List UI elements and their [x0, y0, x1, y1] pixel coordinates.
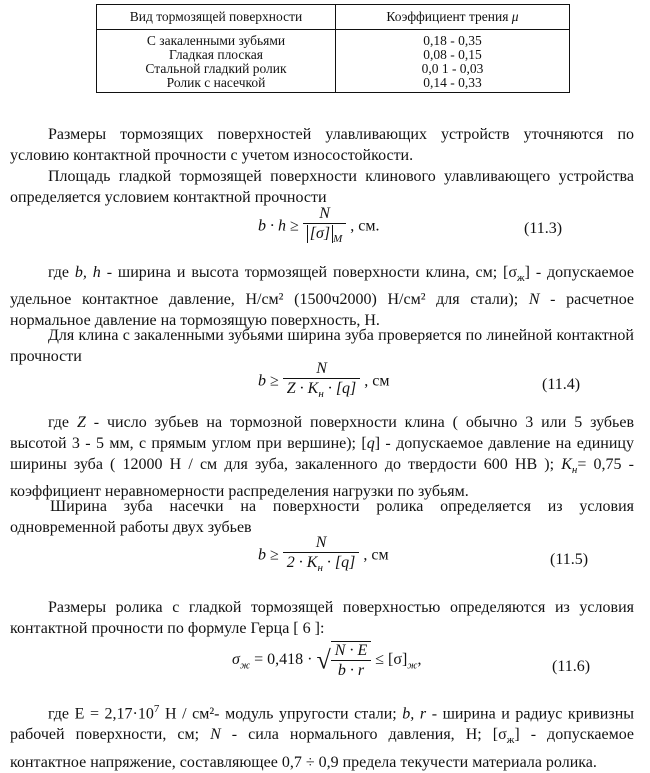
paragraph-1: Размеры тормозящих поверхностей улавливающих устройств уточняются по условию контактной прочности с учетом износостойкости. [10, 126, 634, 164]
paragraph-5: где Z - число зубьев на тормозной поверхности клина ( обычно 3 или 5 зубьев высотой 3 - 5 мм, с прямым углом при вершине); [q] - допускаемое давление на единицу ширины зуба ( 12000 Н / см для зуба, закаленного до твердости 600 НВ ); $K_н= 0,75$ - коэффициент неравномерности распределения нагрузки по зубьям. [10, 414, 634, 501]
table-cell-surface: Ролик с насечкой [97, 76, 336, 93]
friction-coefficient-table [96, 4, 570, 93]
symbol-q: q [366, 435, 375, 452]
eq4-denominator: b · r [331, 660, 371, 680]
table-row [97, 48, 570, 62]
table-header-row [97, 5, 570, 30]
paragraph-4: Для клина с закаленными зубьями ширина зуба проверяется по линейной контактной прочности [10, 327, 634, 365]
table-cell-surface: Гладкая плоская [97, 48, 336, 62]
eq4-fraction [331, 642, 371, 680]
table-row [97, 62, 570, 76]
equation-number-11-4: (11.4) [542, 376, 581, 393]
eq1-lhs: b · h ≥ [258, 217, 299, 235]
table-cell-value: 0,14 - 0,33 [336, 76, 570, 93]
table-header-coefficient: Коэффициент трения μ [336, 5, 570, 30]
symbol-N: N [528, 291, 540, 309]
equation-number-11-6: (11.6) [552, 658, 591, 675]
symbol-N: N [210, 726, 221, 744]
symbol-K: K [561, 456, 572, 473]
eq3-tail: , см [363, 546, 389, 564]
paragraph-7: Размеры ролика с гладкой тормозящей поверхностью определяются из условия контактной прочности по формуле Герца [ 6 ]: [10, 599, 634, 637]
symbol-bh: b, h [74, 264, 101, 281]
eq1-sigma: [σ] [309, 225, 331, 242]
eq3-fraction [283, 534, 360, 577]
equation-11-3 [258, 205, 380, 248]
eq1-numerator: N [319, 205, 330, 222]
equation-number-11-3: (11.3) [524, 220, 563, 237]
mu-symbol: μ [511, 9, 519, 24]
paragraph-6: Ширина зуба насечки на поверхности ролика определяется из условия одновременной работы двух зубьев [10, 498, 634, 536]
table-cell-surface: Стальной гладкий ролик [97, 62, 336, 76]
table-header-surface: Вид тормозящей поверхности [97, 5, 336, 30]
equation-number-11-5: (11.5) [550, 551, 589, 568]
equation-11-4 [258, 360, 390, 403]
eq4-numerator: N · E [334, 642, 368, 659]
eq1-fraction [303, 205, 347, 248]
eq4-lhs: σ [232, 651, 240, 669]
eq4-sqrt: √ $\frac{N \cdot E}{b \cdot r}$ [316, 641, 371, 680]
eq4-rhs: ≤ [σ] [375, 651, 408, 669]
table-cell-value: 0,18 - 0,35 [423, 33, 482, 48]
eq3-denominator: $2 \cdot K_н \cdot [q]$ [283, 552, 360, 577]
eq3-numerator: N [315, 534, 327, 551]
table-cell-value: 0,08 - 0,15 [423, 47, 482, 62]
eq2-lhs: b ≥ [258, 372, 279, 390]
table-row [97, 76, 570, 93]
eq2-denominator: $Z \cdot K_н \cdot [q]$ [283, 378, 361, 403]
eq1-denominator [303, 223, 347, 248]
table-row [97, 30, 570, 49]
symbol-Z: Z [76, 414, 86, 431]
eq1-den-sub: M [333, 233, 343, 246]
eq2-numerator: N [316, 360, 327, 377]
eq2-tail: , см [364, 372, 390, 390]
eq1-tail: , см. [350, 217, 380, 235]
paragraph-2: Площадь гладкой тормозящей поверхности клинового улавливающего устройства определяется условием контактной прочности [10, 168, 634, 206]
equation-11-5 [258, 534, 389, 577]
equation-11-6: $\sigma_ж = 0,418$ · √ $\frac{N \cdot E}{b \cdot r}$ ≤ $[\sigma]_ж$, [232, 642, 422, 679]
paragraph-3: где b, h - ширина и высота тормозящей поверхности клина, см; $[\sigma_ж]$ - допускаемое удельное контактное давление, Н/см² (1500ч2000) Н/см² для стали); N - расчетное нормальное давление на тормозящую поверхность, Н. [10, 264, 634, 330]
eq2-fraction [283, 360, 361, 403]
paragraph-8: где $Е = 2,17\cdot 10^7$ Н / см²- модуль упругости стали; b, r - ширина и радиус кривизны рабочей поверхности, см; N - сила нормального давления, Н; $[\sigma_ж]$ - допускаемое контактное напряжение, составляющее 0,7 ÷ 0,9 предела текучести материала ролика. [10, 703, 635, 771]
table-cell-value: 0,0 1 - 0,03 [421, 61, 484, 76]
eq3-lhs: b ≥ [258, 546, 279, 564]
symbol-br: b, r [402, 705, 427, 723]
table-cell-surface: С закаленными зубьями [97, 30, 336, 49]
